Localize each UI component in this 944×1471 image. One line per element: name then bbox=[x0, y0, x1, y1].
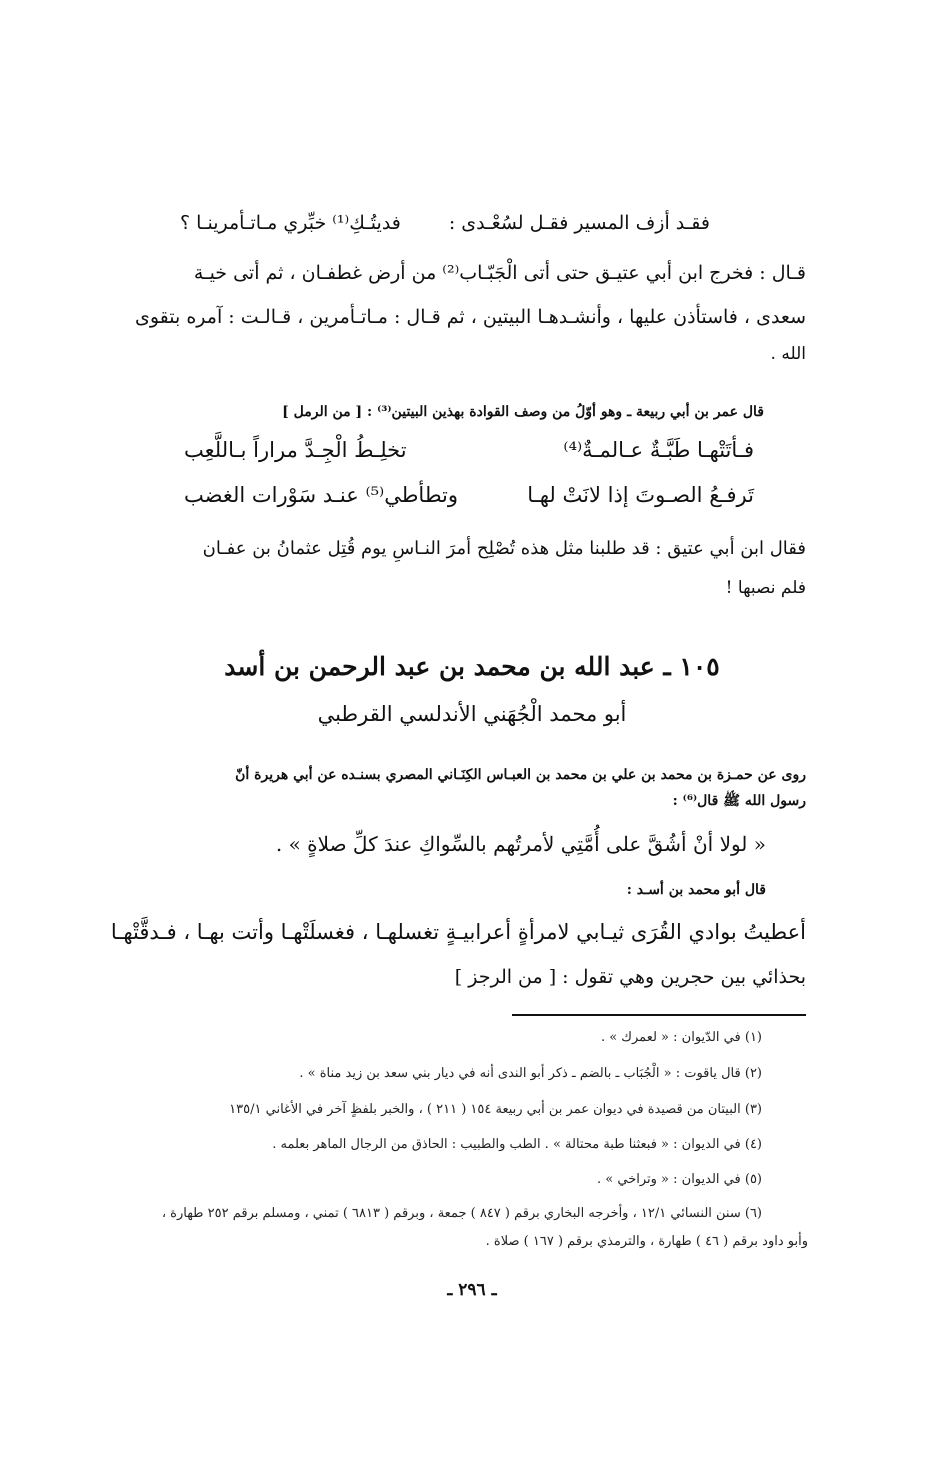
verse-intro: قال عمر بن أبي ربيعة ـ وهو أوّلُ من وصف القوادة بهذين البيتين⁽³⁾ : [ من الرمل ] bbox=[282, 404, 764, 420]
footnote-6: (٦) سنن النسائي ١٢/١ ، وأخرجه البخاري برقم ( ٨٤٧ ) جمعة ، وبرقم ( ٦٨١٣ ) تمني ، ومسلم برقم ٢٥٢ طهارة ، bbox=[161, 1206, 762, 1221]
footnote-4: (٤) في الديوان : « فبعثنا طبة محتالة » . الطب والطبيب : الحاذق من الرجال الماهر بعلمه . bbox=[272, 1137, 762, 1152]
footnote-3: (٣) البيتان من قصيدة في ديوان عمر بن أبي ربيعة ١٥٤ ( ٢١١ ) ، والخبر بلفظٍ آخر في الأغاني ١٣٥/١ bbox=[229, 1102, 762, 1117]
paragraph-1-line-2: سعدى ، فاستأذن عليها ، وأنشـدهـا البيتين ، ثم قـال : مـاتـأمرين ، قـالـت : آمره بتقوى bbox=[134, 306, 806, 328]
section-title: ١٠٥ ـ عبد الله بن محمد بن عبد الرحمن بن أسد bbox=[224, 652, 720, 681]
paragraph-2-line-1: فقال ابن أبي عتيق : قد طلبنا مثل هذه تُصْلِح أمرَ النـاسِ يوم قُتِل عثمانُ بن عفـان bbox=[202, 538, 806, 559]
verse-hemistich-right: فـأتَتْهـا طَبَّـةٌ عـالمـةٌ⁽⁴⁾ bbox=[563, 438, 754, 462]
hadith-quote: « لولا أنْ أشُقَّ على أُمَّتِي لأمرتُهم بالسِّواكِ عندَ كلِّ صلاةٍ » . bbox=[275, 832, 766, 856]
footnote-1: (١) في الدّيوان : « لعمرك » . bbox=[600, 1030, 762, 1045]
footnote-5: (٥) في الديوان : « وتراخي » . bbox=[597, 1172, 762, 1187]
paragraph-1-line-1: قـال : فخرج ابن أبي عتيـق حتى أتى الْجَبّـاب⁽²⁾ من أرض غطفـان ، ثم أتى خيـة bbox=[193, 262, 806, 284]
verse-hemistich-right: تَرفـعُ الصـوتَ إذا لانَتْ لهـا bbox=[527, 483, 754, 507]
verse-hemistich-left: وتطأطي⁽⁵⁾ عنـد سَوْرات الغضب bbox=[184, 483, 459, 507]
paragraph-4-line-2: بحذائي بين حجرين وهي تقول : [ من الرجز ] bbox=[454, 966, 806, 988]
paragraph-3-line-2: رسول الله ﷺ قال⁽⁶⁾ : bbox=[672, 793, 806, 809]
section-subtitle: أبو محمد الْجُهَني الأندلسي القرطبي bbox=[317, 702, 627, 726]
footnote-separator bbox=[512, 1014, 806, 1016]
speaker-line: قال أبو محمد بن أسـد : bbox=[626, 882, 766, 898]
verse-hemistich-left: فديتُـكِ⁽¹⁾ خبِّري مـاتـأمرينـا ؟ bbox=[180, 212, 401, 234]
verse-opening bbox=[180, 212, 710, 252]
paragraph-3-line-1: روى عن حمـزة بن محمد بن علي بن محمد بن العبـاس الكِنَـاني المصري بسنـده عن أبي هريرة أنّ bbox=[235, 767, 806, 783]
footnote-6-continued: وأبو داود برقم ( ٤٦ ) طهارة ، والترمذي برقم ( ١٦٧ ) صلاة . bbox=[485, 1234, 808, 1249]
page-number: ـ ٢٩٦ ـ bbox=[447, 1280, 497, 1300]
verse-line-2 bbox=[184, 483, 754, 523]
verse-line-1 bbox=[184, 438, 754, 478]
paragraph-1-line-3: الله . bbox=[770, 344, 806, 364]
paragraph-2-line-2: فلم نصبها ! bbox=[725, 578, 806, 598]
verse-hemistich-left: تخلِـطُ الْجِـدَّ مراراً بـاللَّعِب bbox=[184, 438, 407, 462]
verse-hemistich-right: فقـد أزف المسير فقـل لسُعْـدى : bbox=[448, 212, 710, 234]
paragraph-4-line-1: أعطيتُ بوادي القُرَى ثيـابي لامرأةٍ أعرابيـةٍ تغسلهـا ، فغسلَتْهـا وأتت بهـا ، فـدقَّتْهـا bbox=[110, 920, 806, 944]
footnote-2: (٢) قال ياقوت : « الْجُبَاب ـ بالضم ـ ذكر أبو الندى أنه في ديار بني سعد بن زيد مناة » . bbox=[299, 1066, 762, 1081]
